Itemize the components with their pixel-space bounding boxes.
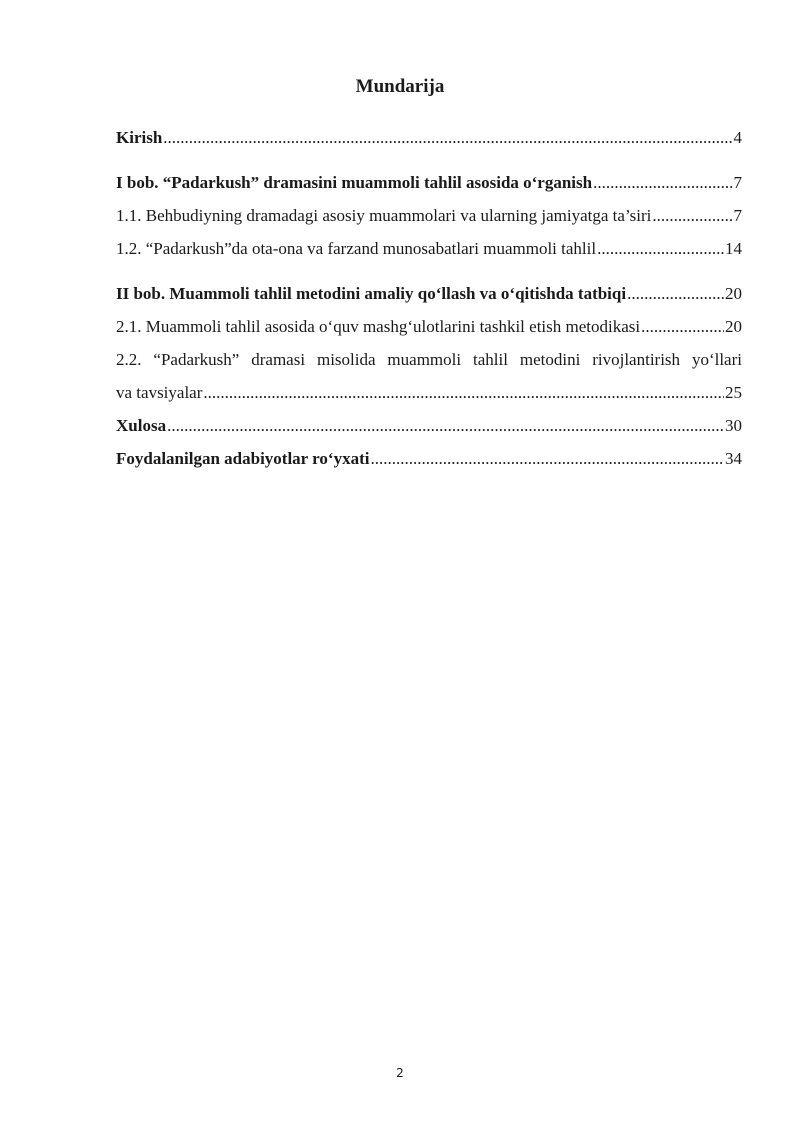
toc-entry-title: 1.1. Behbudiyning dramadagi asosiy muammolari va ularning jamiyatga ta’siri — [116, 206, 652, 225]
toc-page-number: 7 — [733, 173, 742, 192]
toc-page-number: 4 — [733, 128, 742, 147]
dot-leader — [627, 282, 724, 306]
toc-entry-section-1-1 — [116, 204, 742, 228]
toc-entry-title: Foydalanilgan adabiyotlar ro‘yxati — [116, 449, 370, 468]
page-title: Mundarija — [355, 76, 445, 97]
toc-page-number: 20 — [725, 317, 742, 336]
table-of-contents — [116, 126, 742, 480]
toc-entry-title: 1.2. “Padarkush”da ota-ona va farzand munosabatlari muammoli tahlil — [116, 239, 597, 258]
dot-leader — [641, 315, 724, 339]
toc-entry-section-2-1 — [116, 315, 742, 339]
toc-entry-chapter-2 — [116, 282, 742, 306]
toc-page-number: 14 — [725, 239, 742, 258]
toc-entry-chapter-1 — [116, 171, 742, 195]
toc-entry-title: 2.1. Muammoli tahlil asosida o‘quv mashg‘ulotlarini tashkil etish metodikasi — [116, 317, 641, 336]
dot-leader — [652, 204, 732, 228]
toc-entry-title: Xulosa — [116, 416, 167, 435]
dot-leader — [597, 237, 724, 261]
toc-entry-adabiyotlar — [116, 447, 742, 471]
toc-page-number: 30 — [725, 416, 742, 435]
dot-leader — [593, 171, 732, 195]
toc-entry-xulosa — [116, 414, 742, 438]
toc-entry-kirish — [116, 126, 742, 150]
dot-leader — [203, 381, 724, 405]
toc-entry-section-2-2 — [116, 348, 742, 405]
dot-leader — [167, 414, 724, 438]
dot-leader — [370, 447, 724, 471]
toc-entry-section-1-2 — [116, 237, 742, 261]
toc-entry-title-line-1: 2.2. “Padarkush” dramasi misolida muammoli tahlil metodini rivojlantirish yo‘llari — [116, 350, 742, 369]
page-number: 2 — [396, 1066, 404, 1080]
toc-page-number: 7 — [733, 206, 742, 225]
toc-page-number: 25 — [725, 383, 742, 402]
toc-entry-title: Kirish — [116, 128, 163, 147]
dot-leader — [163, 126, 732, 150]
toc-page-number: 34 — [725, 449, 742, 468]
toc-entry-title: I bob. “Padarkush” dramasini muammoli tahlil asosida o‘rganish — [116, 173, 593, 192]
toc-entry-title: II bob. Muammoli tahlil metodini amaliy qo‘llash va o‘qitishda tatbiqi — [116, 284, 627, 303]
toc-page-number: 20 — [725, 284, 742, 303]
toc-entry-title-line-2: va tavsiyalar — [116, 383, 203, 402]
